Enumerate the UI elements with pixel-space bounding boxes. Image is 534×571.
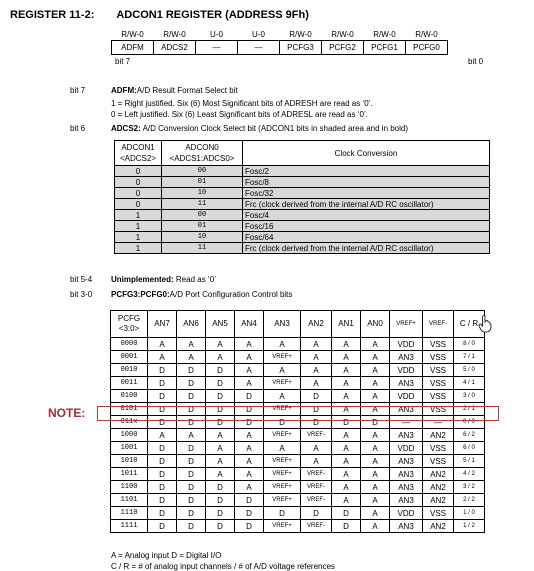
pcfg-cell: D [332, 520, 361, 533]
pcfg-cell: D [206, 416, 235, 429]
pcfg-cell: A [361, 338, 390, 351]
pcfg-cell: D [301, 403, 332, 416]
bit0-label: bit 0 [468, 57, 484, 66]
pcfg-cell: A [361, 403, 390, 416]
pcfg-cell: D [177, 481, 206, 494]
pcfg-cell: VSS [423, 390, 454, 403]
register-number: REGISTER 11-2: [10, 9, 95, 21]
pcfg-header-cell: AN4 [235, 311, 264, 338]
pcfg-cell: D [177, 403, 206, 416]
pcfg-cell: VREF- [301, 494, 332, 507]
adcs-cell: Fosc/16 [243, 221, 490, 232]
adcs-cell: 10 [162, 188, 243, 199]
pcfg-cell: 1010 [111, 455, 148, 468]
pcfg-cell: 1000 [111, 429, 148, 442]
pcfg-cell: D [264, 507, 301, 520]
pcfg-cell: A [177, 338, 206, 351]
pcfg-cell: AN2 [423, 468, 454, 481]
adcs-cell: 0 [115, 166, 162, 177]
pcfg-cell: A [235, 364, 264, 377]
pcfg-cell: — [390, 416, 423, 429]
pcfg-cell: AN3 [390, 494, 423, 507]
adcs-cell: 0 [115, 177, 162, 188]
pcfg-cell: AN3 [390, 468, 423, 481]
pcfg-cell: VDD [390, 507, 423, 520]
pcfg-cell: D [206, 507, 235, 520]
pcfg-cell: A [206, 468, 235, 481]
pcfg-cell: VSS [423, 442, 454, 455]
pcfg-cell: D [177, 507, 206, 520]
pcfg-cell: D [235, 494, 264, 507]
pcfg-cell: AN2 [423, 520, 454, 533]
pcfg-cell: 1011 [111, 468, 148, 481]
pcfg-cell: A [361, 364, 390, 377]
pcfg-cell: A [332, 481, 361, 494]
pcfg-cell: D [301, 390, 332, 403]
pcfg-row [111, 494, 485, 507]
pcfg-cell: D [206, 364, 235, 377]
pcfg-cell: D [177, 390, 206, 403]
pcfg-cell: AN3 [390, 520, 423, 533]
pcfg-cell: A [235, 442, 264, 455]
pcfg-cell: D [177, 468, 206, 481]
pcfg-cell: VREF- [301, 520, 332, 533]
pcfg-cell: D [177, 377, 206, 390]
pcfg-cell: A [361, 520, 390, 533]
pcfg-cell: D [148, 377, 177, 390]
pcfg-cell: A [361, 494, 390, 507]
pcfg-header-cell: PCFG <3:0> [111, 311, 148, 338]
pcfg-cell: D [148, 520, 177, 533]
adcs-header-clock: Clock Conversion [243, 141, 490, 166]
pcfg-cell: VSS [423, 455, 454, 468]
pcfg-cell: AN3 [390, 481, 423, 494]
pcfg-cell: D [148, 455, 177, 468]
pcfg-cell: D [301, 507, 332, 520]
adcs-cell: 0 [115, 188, 162, 199]
bit7-label: bit 7 [115, 57, 131, 66]
pcfg-cell: A [148, 338, 177, 351]
pcfg-cell: VREF- [301, 468, 332, 481]
pcfg-cell: A [361, 468, 390, 481]
pcfg-cell: D [177, 455, 206, 468]
pcfg-cell: A [301, 364, 332, 377]
pcfg-cell: A [332, 429, 361, 442]
pcfg-cell: 1 / 2 [454, 520, 485, 533]
pcfg-cell: 4 / 2 [454, 468, 485, 481]
hand-cursor-icon [478, 315, 492, 333]
adcs-row [115, 199, 490, 210]
pcfg-row [111, 520, 485, 533]
adfm-desc: A/D Result Format Select bit [136, 86, 238, 95]
adcs-cell: Frc (clock derived from the internal A/D RC oscillator) [243, 243, 490, 254]
pcfg-cell: VSS [423, 338, 454, 351]
register-access-6: R/W-0 [373, 30, 396, 39]
pcfg-cell: VSS [423, 364, 454, 377]
pcfg-cell: A [264, 364, 301, 377]
pcfg-config-table [110, 310, 485, 533]
pcfg-cell: 1100 [111, 481, 148, 494]
legend-line2: C / R = # of analog input channels / # of A/D voltage references [111, 562, 335, 571]
register-name: ADCON1 REGISTER (ADDRESS 9Fh) [116, 9, 309, 21]
pcfg-row [111, 351, 485, 364]
pcfg-cell: 3 / 2 [454, 481, 485, 494]
pcfg-cell: A [206, 455, 235, 468]
adcs-row [115, 177, 490, 188]
pcfg-header-cell: AN6 [177, 311, 206, 338]
unimpl-heading [111, 275, 216, 284]
pcfg-cell: VREF+ [264, 494, 301, 507]
register-title [10, 9, 309, 21]
pcfg-cell: A [148, 429, 177, 442]
pcfg-cell: 1111 [111, 520, 148, 533]
register-access-7: R/W-0 [415, 30, 438, 39]
pcfg-cell: A [235, 351, 264, 364]
adcs-cell: 1 [115, 243, 162, 254]
register-bits-row [112, 41, 448, 55]
adcs2-name: ADCS2: [111, 124, 141, 133]
pcfg-cell: A [235, 429, 264, 442]
register-bit-3: — [238, 41, 280, 55]
pcfg-cell: D [301, 416, 332, 429]
pcfg-cell: A [301, 442, 332, 455]
pcfg-cell: A [361, 455, 390, 468]
pcfg-cell: 1110 [111, 507, 148, 520]
pcfg-row [111, 429, 485, 442]
pcfg-cell: A [264, 390, 301, 403]
unimpl-desc: Read as ‘0’ [175, 275, 216, 284]
pcfg-cell: 4 / 1 [454, 377, 485, 390]
pcfg-cell: A [235, 338, 264, 351]
adcs-row [115, 210, 490, 221]
pcfg-cell: AN2 [423, 494, 454, 507]
pcfg-cell: — [423, 416, 454, 429]
pcfg-cell: D [235, 416, 264, 429]
pcfg-cell: A [361, 442, 390, 455]
pcfg-cell: D [148, 468, 177, 481]
adfm-line1: 1 = Right justified. Six (6) Most Significant bits of ADRESH are read as ‘0’. [111, 99, 373, 108]
pcfg-cell: 6 / 2 [454, 429, 485, 442]
pcfg-cell: 7 / 1 [454, 351, 485, 364]
unimpl-name: Unimplemented: [111, 275, 174, 284]
pcfg-cell: D [148, 364, 177, 377]
pcfg-row [111, 455, 485, 468]
adcs-cell: Fosc/2 [243, 166, 490, 177]
adcs-cell: 1 [115, 221, 162, 232]
pcfg-cell: A [148, 351, 177, 364]
pcfg-cell: A [332, 364, 361, 377]
pcfg-cell: D [235, 507, 264, 520]
register-bit-7: PCFG0 [406, 41, 448, 55]
adcs-cell: Fosc/32 [243, 188, 490, 199]
pcfg-cell: VREF- [301, 481, 332, 494]
pcfg-header-cell: AN7 [148, 311, 177, 338]
pcfg-cell: 1001 [111, 442, 148, 455]
bit30-side-label: bit 3-0 [70, 290, 93, 299]
pcfg-cell: 0000 [111, 338, 148, 351]
adcs-cell: 1 [115, 232, 162, 243]
pcfg-cell: D [177, 364, 206, 377]
pcfg-row [111, 338, 485, 351]
adcs-clock-table [114, 140, 490, 254]
pcfg-cell: A [361, 390, 390, 403]
adcs-row [115, 221, 490, 232]
pcfg-cell: A [235, 377, 264, 390]
adfm-name: ADFM: [111, 86, 137, 95]
pcfg-header-cell: AN1 [332, 311, 361, 338]
pcfg-cell: A [361, 507, 390, 520]
pcfg-cell: A [332, 351, 361, 364]
pcfg-cell: D [148, 416, 177, 429]
pcfg-cell: D [206, 377, 235, 390]
adcs-header-adcs10: ADCON0 <ADCS1:ADCS0> [162, 141, 243, 166]
register-access-1: R/W-0 [163, 30, 186, 39]
pcfg-cell: AN3 [390, 377, 423, 390]
register-bit-table [111, 29, 448, 55]
pcfg-header-cell: AN3 [264, 311, 301, 338]
pcfg-cell: D [148, 390, 177, 403]
pcfg-cell: A [361, 429, 390, 442]
adcs-cell: 00 [162, 166, 243, 177]
register-access-4: R/W-0 [289, 30, 312, 39]
register-bit-4: PCFG3 [280, 41, 322, 55]
pcfg-cell: VREF+ [264, 403, 301, 416]
adcs-cell: 0 [115, 199, 162, 210]
pcfg-cell: D [332, 416, 361, 429]
adcs-cell: 00 [162, 210, 243, 221]
pcfg-cell: A [235, 468, 264, 481]
pcfg-header-cell: C / R [454, 311, 485, 338]
pcfg-header-cell: AN0 [361, 311, 390, 338]
pcfg-row [111, 377, 485, 390]
adcs2-heading [111, 124, 408, 133]
register-bit-6: PCFG1 [364, 41, 406, 55]
adcs-cell: Frc (clock derived from the internal A/D RC oscillator) [243, 199, 490, 210]
pcfg-cell: D [235, 520, 264, 533]
pcfg-name: PCFG3:PCFG0: [111, 290, 170, 299]
pcfg-cell: 8 / 0 [454, 338, 485, 351]
pcfg-cell: AN3 [390, 455, 423, 468]
pcfg-cell: A [332, 494, 361, 507]
pcfg-cell: VSS [423, 403, 454, 416]
pcfg-row [111, 468, 485, 481]
pcfg-header-cell: VREF- [423, 311, 454, 338]
pcfg-cell: A [206, 351, 235, 364]
pcfg-cell: A [301, 338, 332, 351]
pcfg-cell: D [206, 390, 235, 403]
adcs-cell: Fosc/4 [243, 210, 490, 221]
pcfg-cell: 2 / 2 [454, 494, 485, 507]
pcfg-cell: A [332, 338, 361, 351]
adcs-row [115, 166, 490, 177]
pcfg-row [111, 442, 485, 455]
pcfg-cell: VDD [390, 390, 423, 403]
legend-line1: A = Analog input D = Digital I/O [111, 551, 222, 560]
pcfg-cell: D [177, 494, 206, 507]
pcfg-cell: D [206, 520, 235, 533]
pcfg-cell: D [206, 403, 235, 416]
adcs-cell: 1 [115, 210, 162, 221]
pcfg-cell: VREF+ [264, 455, 301, 468]
adcs-row [115, 188, 490, 199]
pcfg-cell: D [148, 507, 177, 520]
pcfg-cell: 0001 [111, 351, 148, 364]
pcfg-cell: A [361, 351, 390, 364]
pcfg-cell: VSS [423, 377, 454, 390]
pcfg-row [111, 390, 485, 403]
pcfg-cell: 0101 [111, 403, 148, 416]
pcfg-cell: AN3 [390, 403, 423, 416]
pcfg-cell: AN3 [390, 429, 423, 442]
pcfg-cell: VDD [390, 338, 423, 351]
register-bit-2: — [196, 41, 238, 55]
pcfg-header-cell: VREF+ [390, 311, 423, 338]
register-access-row [112, 29, 448, 41]
pcfg-cell: A [264, 338, 301, 351]
pcfg-cell: VREF+ [264, 468, 301, 481]
pcfg-cell: VDD [390, 442, 423, 455]
pcfg-cell: D [264, 416, 301, 429]
register-bit-0: ADFM [112, 41, 154, 55]
register-access-2: U-0 [210, 30, 223, 39]
bit6-side-label: bit 6 [70, 124, 86, 133]
pcfg-cell: VREF- [301, 429, 332, 442]
adcs2-desc: A/D Conversion Clock Select bit (ADCON1 bits in shaded area and in bold) [142, 124, 409, 133]
pcfg-cell: VREF+ [264, 481, 301, 494]
adcs-cell: 01 [162, 177, 243, 188]
pcfg-cell: D [148, 494, 177, 507]
pcfg-cell: A [301, 455, 332, 468]
pcfg-header-cell: AN5 [206, 311, 235, 338]
pcfg-cell: A [206, 442, 235, 455]
register-bit-5: PCFG2 [322, 41, 364, 55]
pcfg-cell: 2 / 1 [454, 403, 485, 416]
register-bit-1: ADCS2 [154, 41, 196, 55]
adcs-row [115, 243, 490, 254]
pcfg-cell: D [332, 507, 361, 520]
bit7-side-label: bit 7 [70, 86, 86, 95]
pcfg-cell: VREF+ [264, 351, 301, 364]
pcfg-row [111, 507, 485, 520]
pcfg-cell: 0010 [111, 364, 148, 377]
adfm-line2: 0 = Left justified. Six (6) Least Significant bits of ADRESL are read as ‘0’. [111, 110, 368, 119]
pcfg-cell: AN2 [423, 481, 454, 494]
adcs-cell: 10 [162, 232, 243, 243]
pcfg-cell: D [361, 416, 390, 429]
pcfg-cell: 0 / 0 [454, 416, 485, 429]
pcfg-cell: VSS [423, 507, 454, 520]
pcfg-cell: A [361, 377, 390, 390]
pcfg-cell: AN3 [390, 351, 423, 364]
pcfg-cell: A [332, 403, 361, 416]
pcfg-cell: A [235, 455, 264, 468]
pcfg-cell: 5 / 0 [454, 364, 485, 377]
adcs-cell: 01 [162, 221, 243, 232]
register-access-3: U-0 [252, 30, 265, 39]
pcfg-cell: 0100 [111, 390, 148, 403]
adfm-heading [111, 86, 238, 95]
pcfg-cell: A [206, 338, 235, 351]
pcfg-cell: 0011 [111, 377, 148, 390]
pcfg-cell: D [177, 416, 206, 429]
pcfg-cell: A [301, 377, 332, 390]
adcs-row [115, 232, 490, 243]
pcfg-cell: 5 / 1 [454, 455, 485, 468]
pcfg-cell: D [235, 390, 264, 403]
pcfg-cell: VSS [423, 351, 454, 364]
pcfg-cell: A [177, 429, 206, 442]
pcfg-cell: A [332, 468, 361, 481]
pcfg-cell: 011x [111, 416, 148, 429]
pcfg-cell: A [332, 442, 361, 455]
pcfg-cell: A [206, 429, 235, 442]
pcfg-cell: D [148, 481, 177, 494]
pcfg-cell: D [148, 403, 177, 416]
pcfg-cell: D [206, 494, 235, 507]
pcfg-cell: VREF+ [264, 520, 301, 533]
pcfg-cell: A [301, 351, 332, 364]
adcs-cell: Fosc/8 [243, 177, 490, 188]
pcfg-cell: D [235, 403, 264, 416]
bit54-side-label: bit 5-4 [70, 275, 93, 284]
pcfg-cell: AN2 [423, 429, 454, 442]
pcfg-cell: A [332, 377, 361, 390]
pcfg-cell: VDD [390, 364, 423, 377]
pcfg-cell: D [177, 520, 206, 533]
pcfg-row [111, 364, 485, 377]
pcfg-cell: A [332, 455, 361, 468]
pcfg-cell: A [332, 390, 361, 403]
pcfg-row [111, 481, 485, 494]
pcfg-cell: D [148, 442, 177, 455]
pcfg-cell: 1101 [111, 494, 148, 507]
adcs-cell: 11 [162, 199, 243, 210]
pcfg-heading [111, 290, 292, 299]
adcs-header-adcs2: ADCON1 <ADCS2> [115, 141, 162, 166]
pcfg-desc: A/D Port Configuration Control bits [169, 290, 293, 299]
note-label: NOTE: [48, 406, 86, 420]
pcfg-cell: 3 / 0 [454, 390, 485, 403]
pcfg-cell: D [206, 481, 235, 494]
pcfg-cell: 1 / 0 [454, 507, 485, 520]
pcfg-cell: VREF+ [264, 377, 301, 390]
register-access-5: R/W-0 [331, 30, 354, 39]
pcfg-cell: A [361, 481, 390, 494]
pcfg-cell: VREF+ [264, 429, 301, 442]
pcfg-header-cell: AN2 [301, 311, 332, 338]
pcfg-cell: A [177, 351, 206, 364]
adcs-cell: 11 [162, 243, 243, 254]
pcfg-cell: A [264, 442, 301, 455]
adcs-cell: Fosc/64 [243, 232, 490, 243]
pcfg-cell: D [177, 442, 206, 455]
pcfg-cell: 6 / 0 [454, 442, 485, 455]
pcfg-cell: A [235, 481, 264, 494]
register-access-0: R/W-0 [121, 30, 144, 39]
note-highlight-box [97, 406, 499, 421]
